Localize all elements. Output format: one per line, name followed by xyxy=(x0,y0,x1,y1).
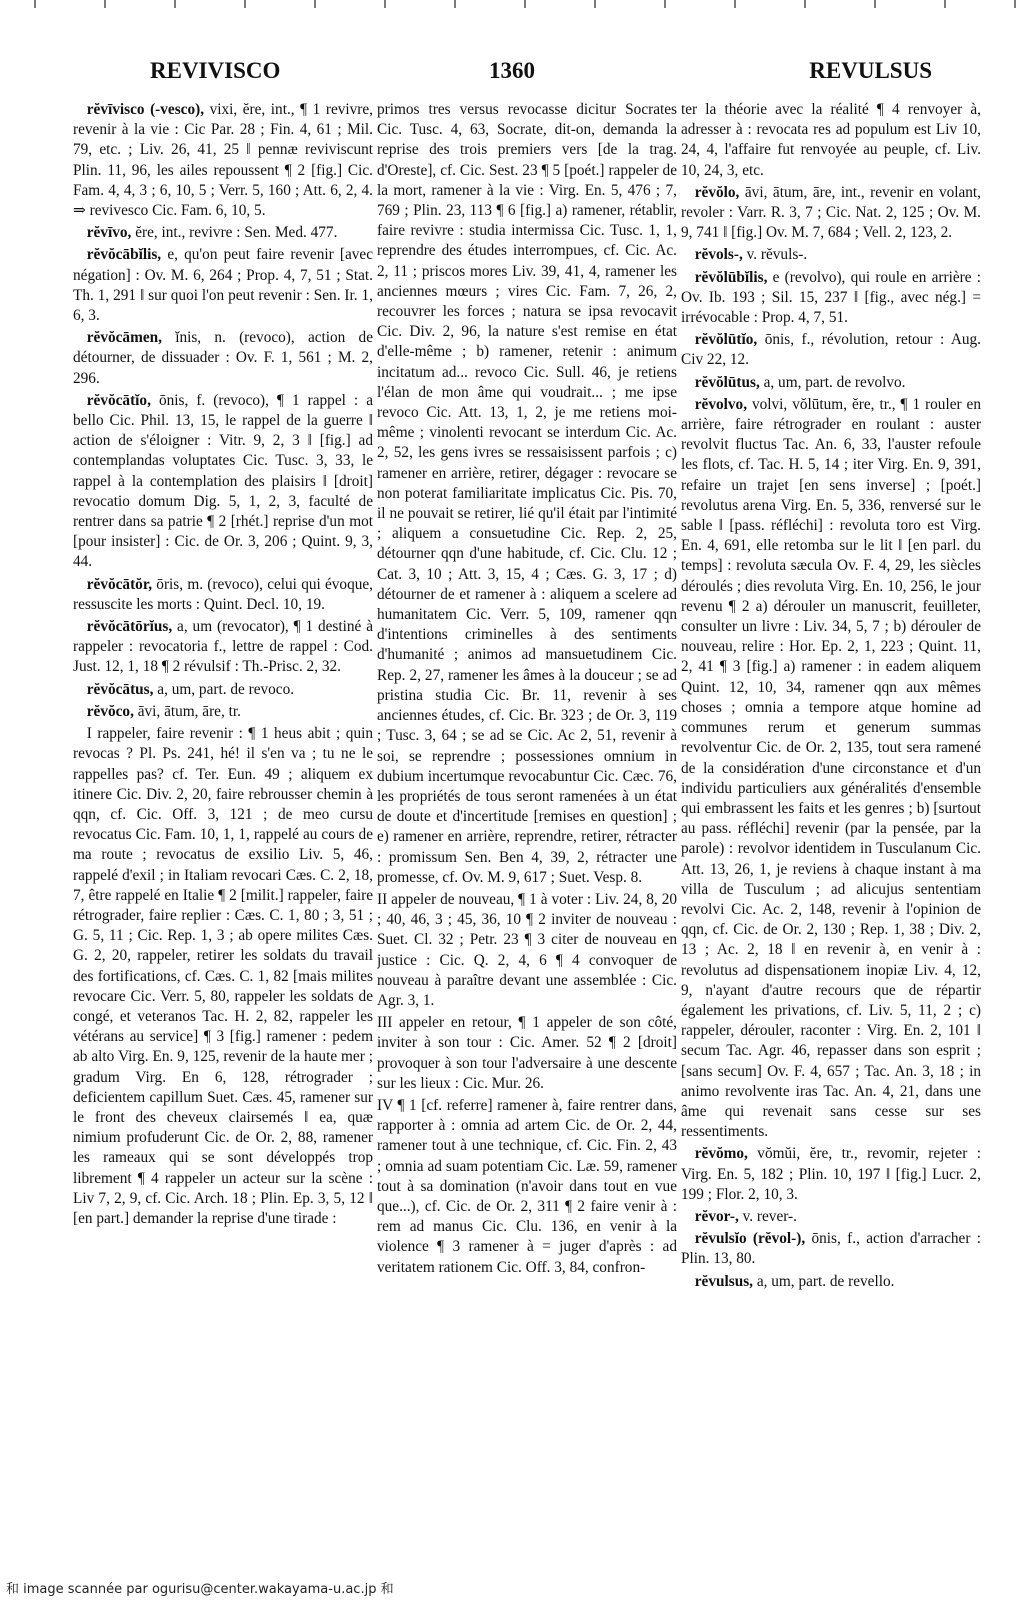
dictionary-entry xyxy=(681,1207,981,1227)
dictionary-entry xyxy=(73,391,373,573)
dictionary-entry xyxy=(681,373,981,393)
entry-text: e (revolvo), qui roule en arrière : Ov. Ib. 193 ; Sil. 15, 237 ‖ [fig., avec nég.] = irrévocable : Prop. 4, 7, 51. xyxy=(681,268,981,327)
dictionary-entry xyxy=(73,328,373,389)
entry-text: a, um (revocator), ¶ 1 destiné à rappeler : revocatoria f., lettre de rappel : Cod. Just. 12, 1, 18 ¶ 2 révulsif : Th.-Prisc. 2, 32. xyxy=(73,618,373,676)
dictionary-entry xyxy=(73,100,373,221)
entry-text: ter la théorie avec la réalité ¶ 4 renvoyer à, adresser à : revocata res ad populum est Liv 10, 24, 4, l'affaire fut renvoyée au peuple, cf. Liv. 10, 24, 3, etc. xyxy=(681,101,981,179)
dictionary-entry xyxy=(377,1013,677,1094)
entry-headword: rĕvīvo, xyxy=(86,224,132,242)
entry-text: ĭnis, n. (revoco), action de détourner, de dissuader : Ov. F. 1, 561 ; M. 2, 296. xyxy=(73,329,373,387)
entry-text: vŏmŭi, ĕre, tr., revomir, rejeter : Virg. En. 5, 182 ; Plin. 10, 197 ‖ [fig.] Lucr. 2, 199 ; Flor. 2, 10, 3. xyxy=(681,1145,981,1203)
entry-text: ĕre, int., revivre : Sen. Med. 477. xyxy=(131,224,338,242)
dictionary-entry xyxy=(681,183,981,244)
dictionary-entry xyxy=(681,330,981,370)
entry-text: volvi, vŏlūtum, ĕre, tr., ¶ 1 rouler en arrière, faire rétrograder en roulant : auster revolvit fluctus Tac. An. 6, 33, l'auster refoule les flots, cf. Tac. H. 5, 14 ; iter Virg. En. 9, 391, refaire un trajet [en sens inverse] ; [poét.] revolutus arena Virg. En. 5, 336, renversé sur le sable ‖ [pass. réfléchi] : revoluta toro est Virg. En. 4, 691, elle retomba sur le lit ‖ [en parl. du temps] : revoluta sæcula Ov. F. 4, 29, les siècles déroulés ; dies revoluta Virg. En. 10, 256, le jour revenu ¶ 2 a) dérouler un manuscrit, feuilleter, consulter un livre : Liv. 34, 5, 7 ; b) dérouler de nouveau, relire : Hor. Ep. 2, 1, 223 ; Quint. 11, 2, 41 ¶ 3 [fig.] a) ramener : in eadem aliquem Quint. 12, 10, 34, ramener qqn aux mêmes choses ; omnia a tempore atque homine ad communes rerum et generum summas revolventur Cic. de Or. 2, 135, tout sera ramené de la considération d'une circonstance et d'un individu particuliers aux généralités d'ensemble qui embrassent les faits et les genres ; b) [surtout au pass. réfléchi] revenir (par la pensée, par la parole) : revolvor identidem in Tusculanum Cic. Att. 13, 26, 1, je reviens à chaque instant à ma villa de Tusculum ; ad alicujus sententiam revolvi Cic. Ac. 2, 148, revenir à l'opinion de qqn, cf. Cic. de Or. 2, 130 ; Rep. 1, 38 ; Div. 2, 13 ; Ac. 2, 18 ‖ en revenir à, en venir à : revolutus ad dispensationem inopiæ Liv. 4, 12, 9, n'ayant d'autre recours que de répartir également les privations, cf. Liv. 5, 11, 2 ; c) rappeler, dérouler, raconter : Virg. En. 2, 101 ‖ secum Tac. Agr. 46, repasser dans son esprit ; [sans secum] Ov. F. 4, 657 ; Tac. An. 3, 18 ; in animo revolvente iras Tac. An. 4, 21, dans une âme qui revenait sans cesse sur ses ressentiments. xyxy=(681,395,981,1141)
scan-credit-footer: 和 image scannée par ogurisu@center.wakayama-u.ac.jp 和 xyxy=(6,1582,394,1597)
dictionary-entry xyxy=(681,1229,981,1269)
dictionary-entry xyxy=(681,395,981,1143)
column-1 xyxy=(73,100,373,1560)
dictionary-entry xyxy=(681,268,981,329)
entry-text: primos tres versus revocasse dicitur Socrates Cic. Tusc. 4, 63, Socrate, dit-on, demanda la reprise des trois premiers vers [de la trag. d'Oreste], cf. Cic. Sest. 23 ¶ 5 [poét.] rappeler de la mort, ramener à la vie : Virg. En. 5, 476 ; 7, 769 ; Plin. 23, 113 ¶ 6 [fig.] a) ramener, rétablir, faire revivre : studia intermissa Cic. Tusc. 1, 1, reprendre des études interrompues, cf. Cic. Ac. 2, 11 ; priscos mores Liv. 39, 41, 4, ramener les anciennes mœurs ; vires Cic. Fam. 7, 26, 2, recouvrer les forces ; natura se ipsa revocavit Cic. Div. 2, 96, la nature s'est remise en état d'elle-même ; b) ramener, retenir : animum incitatum ad... revoco Cic. Sull. 46, je retiens l'élan de mon âme qui voudrait... ; me ipse revoco Cic. Att. 13, 1, 2, je me retiens moi-même ; vinolenti revocant se interdum Cic. Ac. 2, 52, les gens ivres se ressaisissent parfois ; c) ramener en arrière, retirer, dégager : revocare se non poterat familiaritate implicatus Cic. Pis. 70, il ne pouvait se retirer, lié qu'il était par l'intimité ; aliquem a consuetudine Cic. Rep. 2, 25, détourner qqn d'une habitude, cf. Cic. Clu. 12 ; Cat. 3, 10 ; Att. 3, 15, 4 ; Cæs. G. 3, 17 ; d) détourner de et ramener à : aliquem a scelere ad humanitatem Cic. Verr. 5, 109, ramener qqn d'intentions criminelles à des sentiments d'humanité ; animos ad mansuetudinem Cic. Rep. 2, 27, ramener les âmes à la douceur ; se ad pristina studia Cic. Br. 11, revenir à ses anciennes études, cf. Cic. Br. 323 ; de Or. 3, 119 ; Tusc. 3, 64 ; se ad se Cic. Ac 2, 51, revenir à soi, se reprendre ; possessiones omnium in dubium incertumque revocabuntur Cic. Cæc. 76, les propriétés de tous seront ramenées à un état de doute et d'incertitude [remises en question] ; e) ramener en arrière, reprendre, retirer, rétracter : promissum Sen. Ben 4, 39, 2, rétracter une promesse, cf. Ov. M. 9, 617 ; Suet. Vesp. 8. xyxy=(377,101,677,886)
entry-headword: rĕvŏlūbĭlis, xyxy=(694,268,768,286)
dictionary-entry xyxy=(73,223,373,243)
column-3 xyxy=(681,100,981,1560)
entry-text: III appeler en retour, ¶ 1 appeler de son côté, inviter à son tour : Cic. Amer. 52 ¶ 2 [droit] provoquer à son tour l'adversaire à une descente sur les lieux : Cic. Mur. 26. xyxy=(377,1014,677,1092)
dictionary-entry xyxy=(73,680,373,700)
entry-text: II appeler de nouveau, ¶ 1 à voter : Liv. 24, 8, 20 ; 40, 46, 3 ; 45, 36, 10 ¶ 2 inviter de nouveau : Suet. Cl. 32 ; Petr. 23 ¶ 3 citer de nouveau en justice : Cic. Q. 2, 4, 6 ¶ 4 convoquer de nouveau à paraître devant une assemblée : Cic. Agr. 3, 1. xyxy=(377,890,677,1009)
entry-headword: rĕvŏlūtus, xyxy=(694,373,760,391)
entry-text: ōris, m. (revoco), celui qui évoque, ressuscite les morts : Quint. Decl. 10, 19. xyxy=(73,575,373,613)
dictionary-entry xyxy=(73,617,373,678)
dictionary-entry xyxy=(73,575,373,615)
page-number: 1360 xyxy=(489,58,535,83)
entry-headword: rĕvolvo, xyxy=(694,395,748,413)
dictionary-entry xyxy=(73,724,373,1229)
entry-headword: rĕvŏcātus, xyxy=(86,680,154,698)
page-header xyxy=(0,58,1024,88)
top-scan-border xyxy=(0,0,1024,8)
entry-text: e, qu'on peut faire revenir [avec négation] : Ov. M. 6, 264 ; Prop. 4, 7, 51 ; Stat. Th. 1, 291 ‖ sur quoi l'on peut revenir : Sen. Ir. 1, 6, 3. xyxy=(73,246,373,325)
dictionary-entry xyxy=(377,100,677,888)
entry-text: a, um, part. de revello. xyxy=(753,1272,895,1290)
right-guide-word: REVULSUS xyxy=(809,58,932,83)
entry-text: a, um, part. de revolvo. xyxy=(759,373,906,391)
entry-headword: rĕvŏco, xyxy=(86,702,134,720)
dictionary-entry xyxy=(377,890,677,1011)
entry-text: IV ¶ 1 [cf. referre] ramener à, faire rentrer dans, rapporter à : omnia ad artem Cic. de Or. 2, 44, ramener tout à une technique, cf. Cic. Fin. 2, 43 ; omnia ad suam potentiam Cic. Læ. 59, ramener tout à sa domination (n'avoir dans tout en vue que...), cf. Cic. de Or. 2, 311 ¶ 2 faire venir à : rem ad manus Cic. Clu. 136, en venir à la violence ¶ 3 ramener à = juger d'après : ad veritatem rationem Cic. Off. 3, 84, confron- xyxy=(377,1096,677,1276)
entry-headword: rĕvŏlūtĭo, xyxy=(694,331,758,349)
entry-text: ōnis, f. (revoco), ¶ 1 rappel : a bello Cic. Phil. 13, 15, le rappel de la guerre ‖ action de s'éloigner : Vitr. 9, 2, 3 ‖ [fig.] ad contemplandas voluptates Cic. Tusc. 3, 33, le rappel à la contemplation des plaisirs ‖ [droit] revocatio domum Dig. 5, 1, 2, 3, faculté de rentrer dans sa patrie ¶ 2 [rhét.] reprise d'un mot [pour insister] : Cic. de Or. 3, 206 ; Quint. 9, 3, 44. xyxy=(73,391,373,571)
entry-headword: rĕvŏcātŏr, xyxy=(86,575,153,593)
entry-headword: rĕvor-, xyxy=(694,1207,739,1225)
dictionary-entry xyxy=(73,702,373,722)
entry-headword: rĕvŏcātōrĭus, xyxy=(86,618,173,636)
entry-text: v. rever-. xyxy=(738,1207,797,1225)
entry-headword: rĕvŏcābĭlis, xyxy=(86,246,162,264)
column-2 xyxy=(377,100,677,1560)
entry-text: vixi, ĕre, int., ¶ 1 revivre, revenir à la vie : Cic Par. 28 ; Fin. 4, 61 ; Mil. 79, etc. ; Liv. 26, 41, 25 ‖ pennæ reviviscunt Plin. 11, 96, les ailes repoussent ¶ 2 [fig.] Cic. Fam. 4, 4, 3 ; 6, 10, 5 ; Verr. 5, 160 ; Att. 6, 2, 4. ⇒ revivesco Cic. Fam. 6, 10, 5. xyxy=(73,101,373,220)
dictionary-entry xyxy=(681,100,981,181)
entry-text: āvi, ātum, āre, int., revenir en volant, revoler : Varr. R. 3, 7 ; Cic. Nat. 2, 125 ; Ov. M. 9, 741 ‖ [fig.] Ov. M. 7, 684 ; Vell. 2, 123, 2. xyxy=(681,183,981,242)
entry-headword: rĕvŏlo, xyxy=(694,183,740,201)
entry-text: a, um, part. de revoco. xyxy=(153,680,295,698)
dictionary-entry xyxy=(681,1144,981,1205)
left-guide-word: REVIVISCO xyxy=(150,58,281,83)
entry-headword: rĕvŏcāmen, xyxy=(86,329,162,347)
entry-text: āvi, ātum, āre, tr. xyxy=(133,702,241,720)
entry-headword: rĕvŏmo, xyxy=(694,1145,748,1163)
dictionary-entry xyxy=(681,245,981,265)
entry-headword: rĕvulsus, xyxy=(694,1272,753,1290)
dictionary-entry xyxy=(377,1096,677,1278)
entry-text: v. rĕvuls-. xyxy=(742,246,808,264)
dictionary-entry xyxy=(73,245,373,326)
entry-text: ōnis, f., révolution, retour : Aug. Civ 22, 12. xyxy=(681,331,981,369)
entry-text: ōnis, f., action d'arracher : Plin. 13, 80. xyxy=(681,1230,981,1268)
dictionary-entry xyxy=(681,1272,981,1292)
entry-headword: rĕvulsĭo (rĕvol-), xyxy=(694,1230,806,1248)
entry-headword: rĕvols-, xyxy=(694,246,743,264)
entry-text: I rappeler, faire revenir : ¶ 1 heus abit ; quin revocas ? Pl. Ps. 241, hé! il s'en va ; tu ne le rappelles pas? cf. Ter. Eun. 49 ; aliquem ex itinere Cic. Div. 2, 20, faire rebrousser chemin à qqn, cf. Cic. Off. 3, 121 ; de meo cursu revocatus Cic. Fam. 10, 1, 1, rappelé au cours de ma route ; revocatus de exsilio Liv. 5, 46, rappelé d'exil ; in Italiam revocari Cæs. C. 2, 18, 7, être rappelé en Italie ¶ 2 [milit.] rappeler, faire rétrograder, faire replier : Cæs. C. 1, 80 ; 3, 51 ; G. 5, 11 ; Cic. Rep. 1, 3 ; ab opere milites Cæs. G. 2, 20, rappeler, retirer les soldats du travail des fortifications, cf. Cæs. C. 1, 82 [mais milites revocare Cic. Verr. 5, 80, rappeler les soldats de congé, et veteranos Tac. H. 2, 82, rappeler les vétérans au service] ¶ 3 [fig.] ramener : pedem ab alto Virg. En. 9, 125, revenir de la haute mer ; gradum Virg. En 6, 128, rétrograder ; deficientem capillum Suet. Cæs. 45, ramener sur le front des cheveux clairsemés ‖ ea, quæ nimium profuderunt Cic. de Or. 2, 88, ramener les rameaux qui se sont développés trop librement ¶ 4 rappeler un acteur sur la scène : Liv 7, 2, 9, cf. Cic. Arch. 18 ; Plin. Ep. 3, 5, 12 ‖ [en part.] demander la reprise d'une tirade : xyxy=(73,725,373,1227)
entry-headword: rĕvīvisco (-vesco), xyxy=(86,101,205,118)
entry-headword: rĕvŏcātĭo, xyxy=(86,391,151,409)
